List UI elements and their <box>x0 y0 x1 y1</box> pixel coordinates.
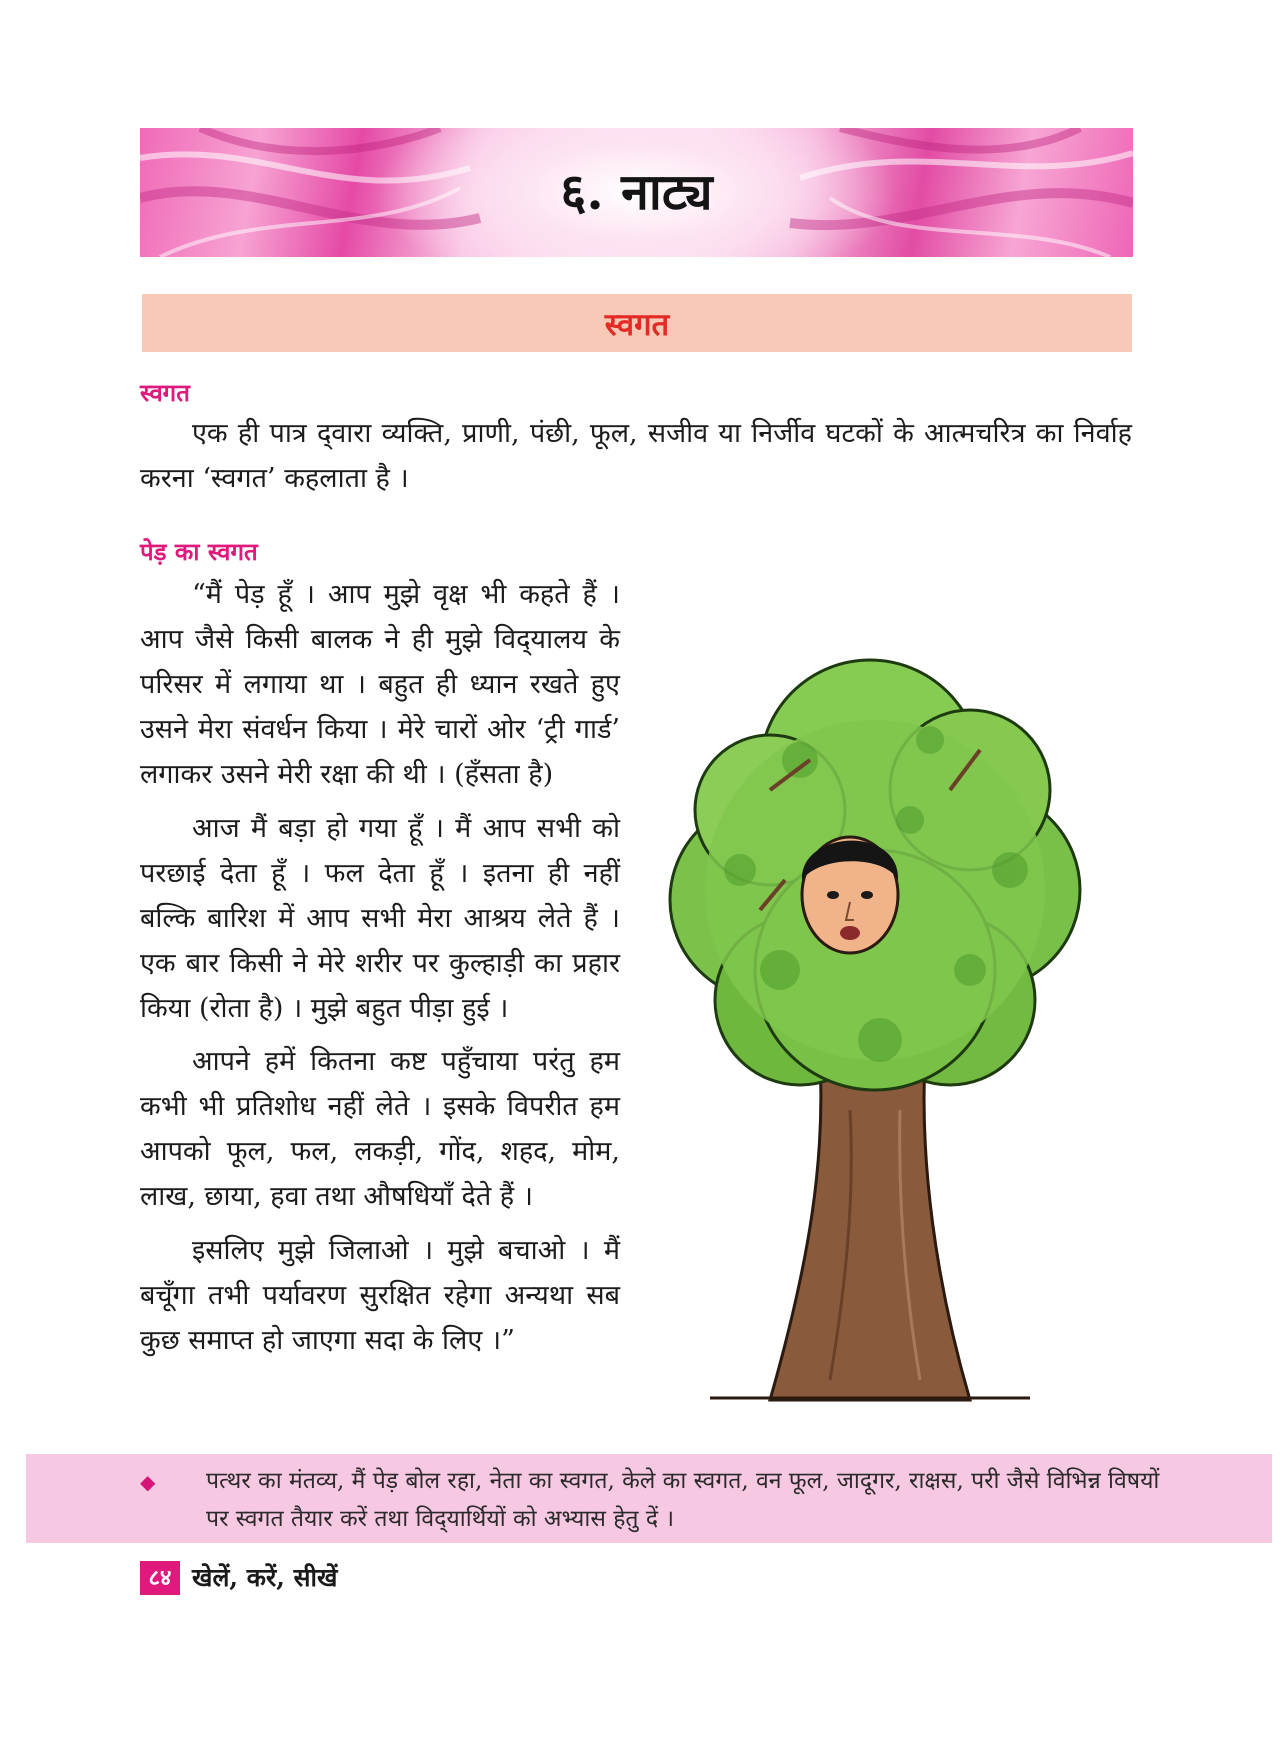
diamond-bullet-icon: ◆ <box>140 1470 156 1494</box>
boy-face-icon <box>802 837 898 953</box>
page-number: ८४ <box>140 1561 180 1595</box>
book-title: खेलें, करें, सीखें <box>192 1563 338 1592</box>
section-bar <box>142 294 1132 352</box>
example-paragraph-1: “मैं पेड़ हूँ । आप मुझे वृक्ष भी कहते हैं । आप जैसे किसी बालक ने ही मुझे विद्‌यालय के परिसर में लगाया था । बहुत ही ध्यान रखते हुए उसने मेरा संवर्धन किया । मेरे चारों ओर ‘ट्री गार्ड’ लगाकर उसने मेरी रक्षा की थी । (हँसता है) <box>140 579 620 790</box>
section-title: स्वगत <box>604 307 670 343</box>
example-paragraph-4: इसलिए मुझे जिलाओ । मुझे बचाओ । मैं बचूँगा तभी पर्यावरण सुरक्षित रहेगा अन्यथा सब कुछ समाप्त हो जाएगा सदा के लिए ।” <box>140 1235 620 1356</box>
talking-tree-illustration <box>650 640 1090 1410</box>
teacher-note-text: पत्थर का मंतव्य, मैं पेड़ बोल रहा, नेता का स्वगत, केले का स्वगत, वन फूल, जादूगर, राक्षस, परी जैसे विभिन्न विषयों पर स्वगत तैयार करें तथा विद्‌यार्थियों को अभ्यास हेतु दें । <box>206 1468 1160 1532</box>
example-paragraph-3: आपने हमें कितना कष्ट पहुँचाया परंतु हम कभी भी प्रतिशोध नहीं लेते । इसके विपरीत हम आपको फूल, फल, लकड़ी, गोंद, शहद, मोम, लाख, छाया, हवा तथा औषधियाँ देते हैं । <box>140 1046 620 1212</box>
chapter-title: ६. नाट्य <box>560 162 713 221</box>
teacher-note-box <box>26 1454 1272 1543</box>
example-heading: पेड़ का स्वगत <box>140 537 258 566</box>
definition-paragraph: एक ही पात्र द्‌वारा व्यक्ति, प्राणी, पंछी, फूल, सजीव या निर्जीव घटकों के आत्मचरित्र का निर्वाह करना ‘स्वगत’ कहलाता है । <box>140 418 1132 494</box>
example-paragraph-2: आज मैं बड़ा हो गया हूँ । मैं आप सभी को परछाई देता हूँ । फल देता हूँ । इतना ही नहीं बल्कि बारिश में आप सभी मेरा आश्रय लेते हैं । एक बार किसी ने मेरे शरीर पर कुल्हाड़ी का प्रहार किया (रोता है) । मुझे बहुत पीड़ा हुई । <box>140 813 620 1024</box>
chapter-banner <box>140 128 1133 257</box>
definition-heading: स्वगत <box>140 378 190 407</box>
